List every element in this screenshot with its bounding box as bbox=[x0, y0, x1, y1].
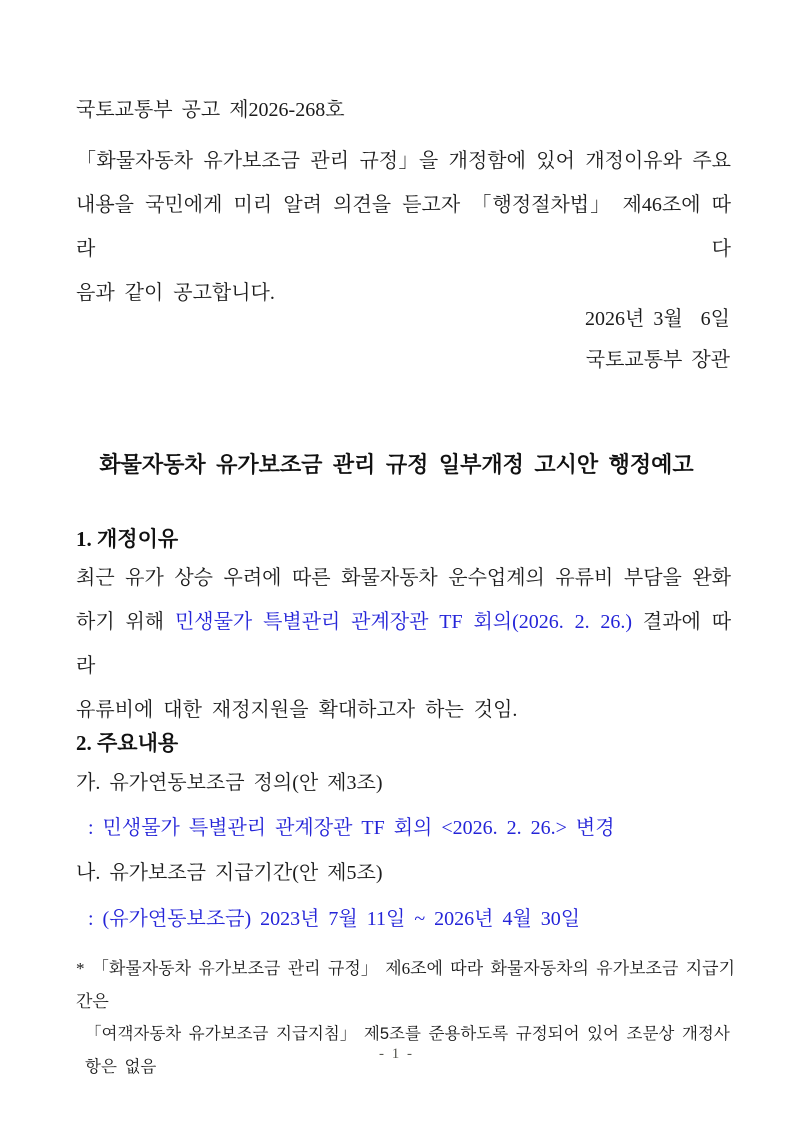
notice-number: 국토교통부 공고 제2026-268호 bbox=[76, 99, 345, 121]
intro-line: 「화물자동차 유가보조금 관리 규정」을 개정함에 있어 개정이유와 주요 bbox=[76, 150, 731, 172]
footnote-line: 「여객자동차 유가보조금 지급지침」 제5조를 준용하도록 규정되어 있어 조문상 개정사항은 없음 bbox=[85, 1025, 730, 1076]
section1-line2-prefix: 하기 위해 bbox=[76, 611, 175, 633]
intro-line: 내용을 국민에게 미리 알려 의견을 듣고자 「행정절차법」 제46조에 따라 다 bbox=[76, 194, 731, 260]
notice-date: 2026년 3월 6일 bbox=[585, 308, 730, 330]
section1-heading: 1. 개정이유 bbox=[76, 527, 179, 551]
footnote-line: * 「화물자동차 유가보조금 관리 규정」 제6조에 따라 화물자동차의 유가보조금 지급기간은 bbox=[76, 959, 735, 1011]
section1-line: 최근 유가 상승 우려에 따른 화물자동차 운수업계의 유류비 부담을 완화 bbox=[76, 567, 731, 589]
document-title: 화물자동차 유가보조금 관리 규정 일부개정 고시안 행정예고 bbox=[99, 452, 694, 477]
section1-paragraph bbox=[76, 556, 731, 732]
item-na-detail: : (유가연동보조금) 2023년 7월 11일 ~ 2026년 4월 30일 bbox=[88, 908, 581, 930]
section1-line2-suffix: 결과에 따라 bbox=[76, 611, 732, 677]
item-ga: 가. 유가연동보조금 정의(안 제3조) bbox=[76, 772, 383, 794]
section1-line: 유류비에 대한 재정지원을 확대하고자 하는 것임. bbox=[76, 699, 518, 721]
item-ga-detail: : 민생물가 특별관리 관계장관 TF 회의 <2026. 2. 26.> 변경 bbox=[88, 817, 615, 839]
intro-paragraph bbox=[76, 139, 731, 315]
page-number: - 1 - bbox=[379, 1046, 414, 1062]
signer: 국토교통부 장관 bbox=[585, 349, 730, 371]
highlight-tf-meeting: 민생물가 특별관리 관계장관 TF 회의(2026. 2. 26.) bbox=[174, 611, 633, 633]
footnote bbox=[76, 952, 735, 1084]
section2-heading: 2. 주요내용 bbox=[76, 731, 179, 755]
section1-line bbox=[76, 600, 731, 688]
item-na: 나. 유가보조금 지급기간(안 제5조) bbox=[76, 862, 383, 884]
intro-line: 음과 같이 공고합니다. bbox=[76, 282, 275, 304]
